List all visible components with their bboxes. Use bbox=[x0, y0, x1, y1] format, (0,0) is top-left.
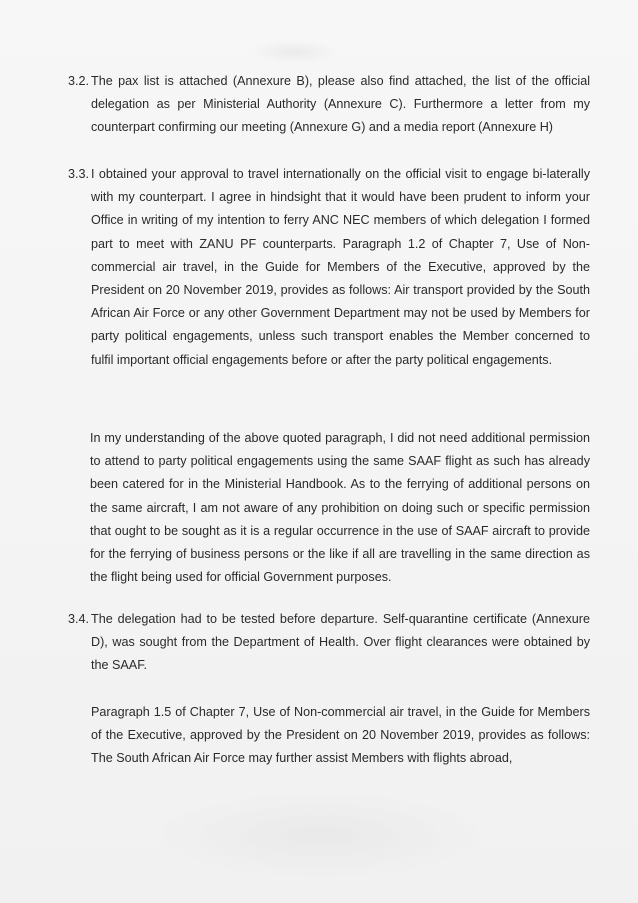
paragraph-3-4-continued bbox=[91, 701, 590, 771]
paragraph-3-3 bbox=[68, 163, 590, 372]
paragraph-number: 3.3. bbox=[68, 167, 90, 181]
paragraph-text: The delegation had to be tested before departure. Self-quarantine certificate (Annexure D), was sought from the Department of Health. Over flight clearances were obtained by the SAAF. bbox=[91, 612, 590, 673]
paragraph-text: The pax list is attached (Annexure B), please also find attached, the list of the official delegation as per Ministerial Authority (Annexure C). Furthermore a letter from my counterpart confirming our meeting (Annexure G) and a media report (Annexure H) bbox=[91, 74, 590, 135]
paragraph-number: 3.2. bbox=[68, 74, 90, 88]
paragraph-3-3-continued bbox=[90, 427, 590, 589]
paragraph-number: 3.4. bbox=[68, 612, 90, 626]
paragraph-text: In my understanding of the above quoted paragraph, I did not need additional permission to attend to party political engagements using the same SAAF flight as such has already been catered for in the Ministerial Handbook. As to the ferrying of additional persons on the same aircraft, I am not aware of any prohibition on doing such or specific permission that ought to be sought as it is a regular occurrence in the use of SAAF aircraft to provide for the ferrying of business persons or the like if all are travelling in the same direction as the flight being used for official Government purposes. bbox=[90, 431, 590, 585]
bleed-through-mark bbox=[150, 790, 490, 880]
paragraph-3-4 bbox=[68, 608, 590, 678]
paragraph-text: Paragraph 1.5 of Chapter 7, Use of Non-commercial air travel, in the Guide for Members of the Executive, approved by the President on 20 November 2019, provides as follows: The South African Air Force may further assist Members with flights abroad, bbox=[91, 705, 590, 766]
paragraph-text: I obtained your approval to travel internationally on the official visit to engage bi-laterally with my counterpart. I agree in hindsight that it would have been prudent to inform your Office in writing of my intention to ferry ANC NEC members of which delegation I formed part to meet with ZANU PF counterparts. Paragraph 1.2 of Chapter 7, Use of Non-commercial air travel, in the Guide for Members of the Executive, approved by the President on 20 November 2019, provides as follows: Air transport provided by the South African Air Force or any other Government Department may not be used by Members for party political engagements, unless such transport enables the Member concerned to fulfil important official engagements before or after the party political engagements. bbox=[91, 167, 590, 367]
bleed-through-mark bbox=[250, 40, 340, 64]
paragraph-3-2 bbox=[68, 70, 590, 140]
